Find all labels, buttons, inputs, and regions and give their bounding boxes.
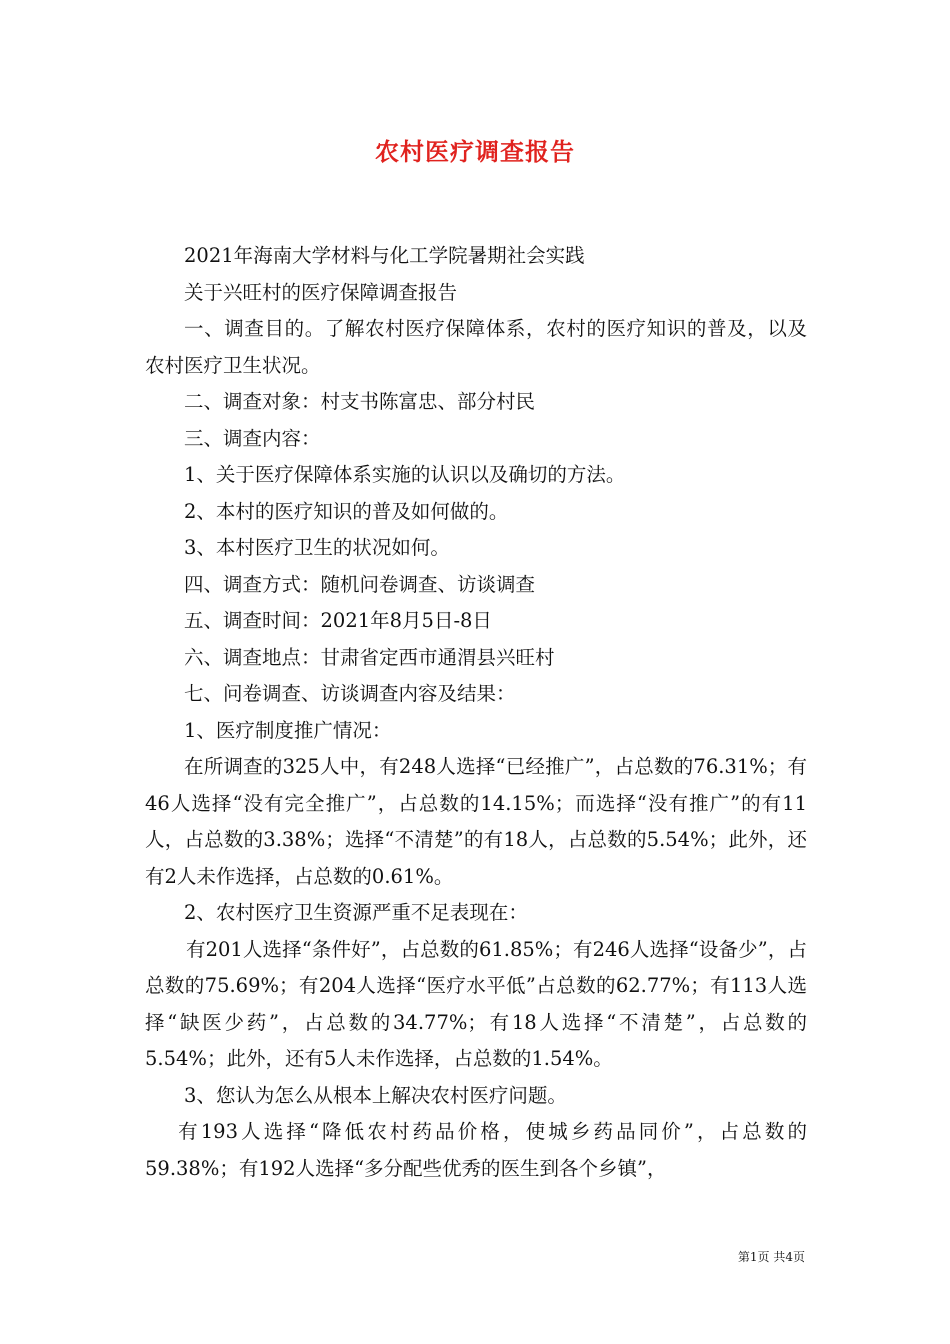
- paragraph: 2021年海南大学材料与化工学院暑期社会实践: [184, 244, 585, 267]
- paragraph: 1、关于医疗保障体系实施的认识以及确切的方法。: [184, 463, 626, 486]
- paragraph: 二、调查对象：村支书陈富忠、部分村民: [184, 390, 536, 413]
- paragraph: 七、问卷调查、访谈调查内容及结果：: [184, 682, 516, 705]
- paragraph: 有201人选择“条件好”，占总数的61.85%；有246人选择“设备少”，占总数的75.69%；有204人选择“医疗水平低”占总数的62.77%；有113人选择“缺医少药”，占总数的34.77%；有18人选择“不清楚”，占总数的5.54%；此外，还有5人未作选择，占总数的1.54%。: [145, 937, 807, 1070]
- paragraph: 3、本村医疗卫生的状况如何。: [184, 536, 450, 559]
- paragraph: 关于兴旺村的医疗保障调查报告: [184, 280, 458, 304]
- paragraph: 有193人选择“降低农村药品价格，使城乡药品同价”，占总数的59.38%；有192人选择“多分配些优秀的医生到各个乡镇”，: [145, 1120, 807, 1180]
- paragraph: 3、您认为怎么从根本上解决农村医疗问题。: [184, 1083, 567, 1107]
- paragraph: 四、调查方式：随机问卷调查、访谈调查: [184, 572, 536, 596]
- paragraph: 在所调查的325人中，有248人选择“已经推广”，占总数的76.31%；有46人选择“没有完全推广”，占总数的14.15%；而选择“没有推广”的有11人，占总数的3.38%；选择“不清楚”的有18人，占总数的5.54%；此外，还有2人未作选择，占总数的0.61%。: [145, 755, 807, 888]
- paragraph: 五、调查时间：2021年8月5日-8日: [184, 609, 492, 632]
- document-body: [145, 238, 807, 1187]
- page-number: 第1页 共4页: [737, 1250, 805, 1264]
- paragraph: 1、医疗制度推广情况：: [184, 718, 392, 742]
- document-title: 农村医疗调查报告: [375, 137, 575, 166]
- paragraph: 2、本村的医疗知识的普及如何做的。: [184, 499, 509, 523]
- paragraph: 一、调查目的。了解农村医疗保障体系，农村的医疗知识的普及，以及农村医疗卫生状况。: [145, 317, 807, 377]
- paragraph: 六、调查地点：甘肃省定西市通渭县兴旺村: [184, 645, 555, 669]
- paragraph: 三、调查内容：: [184, 426, 321, 450]
- paragraph: 2、农村医疗卫生资源严重不足表现在：: [184, 901, 528, 924]
